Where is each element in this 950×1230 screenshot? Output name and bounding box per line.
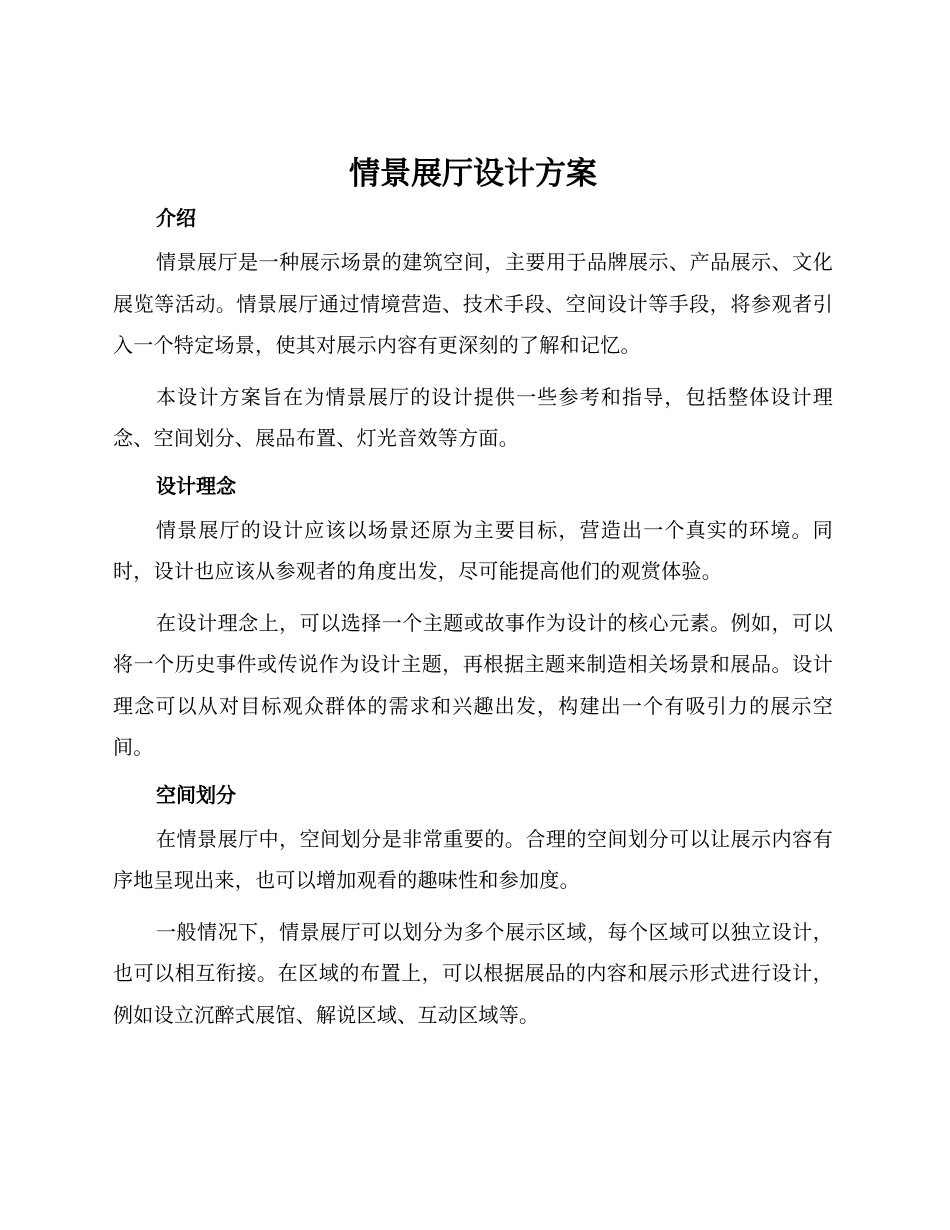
paragraph: 一般情况下，情景展厅可以划分为多个展示区域，每个区域可以独立设计，也可以相互衔接。在区域的布置上，可以根据展品的内容和展示形式进行设计，例如设立沉醉式展馆、解说区域、互动区域等。 [113,919,833,1027]
paragraph: 本设计方案旨在为情景展厅的设计提供一些参考和指导，包括整体设计理念、空间划分、展品布置、灯光音效等方面。 [113,384,833,450]
document-title: 情景展厅设计方案 [349,156,597,192]
paragraph: 在设计理念上，可以选择一个主题或故事作为设计的核心元素。例如，可以将一个历史事件或传说作为设计主题，再根据主题来制造相关场景和展品。设计理念可以从对目标观众群体的需求和兴趣出发，构建出一个有吸引力的展示空间。 [113,610,833,759]
paragraph: 在情景展厅中，空间划分是非常重要的。合理的空间划分可以让展示内容有序地呈现出来，也可以增加观看的趣味性和参加度。 [113,826,833,892]
section-heading-intro: 介绍 [156,206,196,230]
paragraph: 情景展厅的设计应该以场景还原为主要目标，营造出一个真实的环境。同时，设计也应该从参观者的角度出发，尽可能提高他们的观赏体验。 [113,517,833,583]
document-page [113,148,833,1046]
section-design-concept [113,470,833,769]
section-space-division [113,779,833,1037]
section-heading-space-division: 空间划分 [156,782,236,807]
section-intro [113,202,833,460]
section-heading-design-concept: 设计理念 [156,473,236,498]
paragraph: 情景展厅是一种展示场景的建筑空间，主要用于品牌展示、产品展示、文化展览等活动。情景展厅通过情境营造、技术手段、空间设计等手段，将参观者引入一个特定场景，使其对展示内容有更深刻的了解和记忆。 [113,250,833,357]
